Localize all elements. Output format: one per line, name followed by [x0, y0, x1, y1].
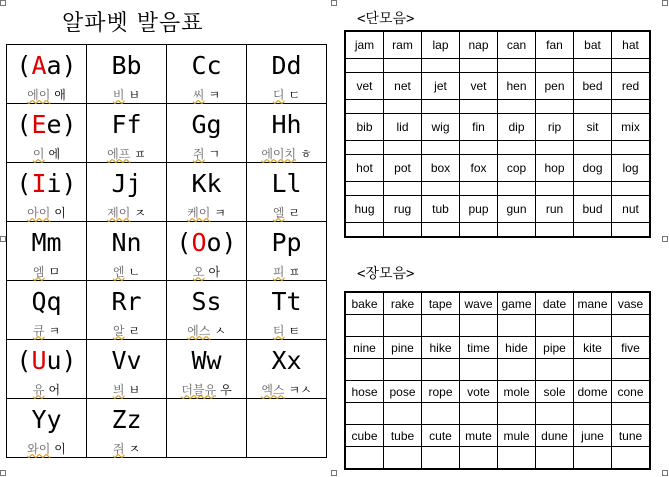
alphabet-letter: Ll	[247, 163, 327, 204]
sound-korean: ㅋ	[48, 323, 61, 338]
alphabet-pronunciation	[7, 439, 87, 458]
alphabet-pronunciation	[87, 380, 167, 399]
writing-cell[interactable]	[612, 223, 651, 238]
letter-name-korean: 에이	[27, 87, 51, 102]
word-cell: jet	[422, 73, 460, 100]
alphabet-letter: Ss	[167, 281, 247, 322]
letter-rest: a)	[46, 50, 77, 80]
resize-handle[interactable]	[662, 0, 668, 6]
resize-handle[interactable]	[331, 470, 337, 476]
alphabet-pronunciation	[167, 380, 247, 399]
word-cell: gun	[498, 196, 536, 223]
alphabet-letter	[247, 399, 327, 440]
word-cell: rug	[384, 196, 422, 223]
alphabet-letter: Kk	[167, 163, 247, 204]
letter-name-korean: 쥐	[112, 441, 125, 456]
writing-cell[interactable]	[460, 223, 498, 238]
word-cell: hide	[498, 337, 536, 359]
sound-korean: ㅈ	[134, 205, 146, 220]
alphabet-pronunciation	[7, 85, 87, 104]
writing-cell[interactable]	[498, 447, 536, 470]
writing-cell[interactable]	[345, 100, 384, 114]
sound-korean: ㄹ	[288, 205, 301, 220]
word-cell: sit	[574, 114, 612, 141]
sound-korean: ㄹ	[128, 323, 141, 338]
writing-cell[interactable]	[536, 447, 574, 470]
sound-korean: 이	[54, 441, 66, 456]
word-cell: cube	[345, 425, 384, 447]
writing-cell[interactable]	[536, 182, 574, 196]
word-cell: fox	[460, 155, 498, 182]
word-cell: bake	[345, 292, 384, 315]
resize-handle[interactable]	[0, 0, 6, 6]
letter-name-korean: 엔	[112, 264, 125, 279]
word-cell: rip	[536, 114, 574, 141]
paren-open: (	[176, 227, 192, 257]
word-cell: hike	[422, 337, 460, 359]
alphabet-letter: Xx	[247, 340, 327, 381]
word-cell: cop	[498, 155, 536, 182]
writing-cell[interactable]	[384, 100, 422, 114]
writing-cell[interactable]	[536, 403, 574, 425]
word-cell: dome	[574, 381, 612, 403]
writing-cell[interactable]	[460, 59, 498, 73]
alphabet-letter: Mm	[7, 222, 87, 263]
alphabet-pronunciation	[247, 439, 327, 458]
vowel-letter: I	[31, 168, 47, 198]
alphabet-pronunciation	[247, 321, 327, 340]
letter-name-korean: 쥐	[192, 146, 205, 161]
writing-cell[interactable]	[536, 359, 574, 381]
writing-cell[interactable]	[422, 100, 460, 114]
writing-cell[interactable]	[422, 315, 460, 337]
word-cell: fin	[460, 114, 498, 141]
word-cell: hop	[536, 155, 574, 182]
writing-cell[interactable]	[384, 447, 422, 470]
alphabet-pronunciation	[7, 262, 87, 281]
alphabet-letter: Hh	[247, 104, 327, 145]
word-cell: hose	[345, 381, 384, 403]
word-cell: nap	[460, 31, 498, 59]
word-cell: nine	[345, 337, 384, 359]
word-cell: june	[574, 425, 612, 447]
writing-cell[interactable]	[574, 223, 612, 238]
resize-handle[interactable]	[331, 0, 337, 6]
writing-cell[interactable]	[498, 100, 536, 114]
word-cell: log	[612, 155, 651, 182]
writing-cell[interactable]	[574, 315, 612, 337]
writing-cell[interactable]	[612, 141, 651, 155]
word-cell: tube	[384, 425, 422, 447]
word-cell: time	[460, 337, 498, 359]
vowel-letter: E	[31, 109, 47, 139]
writing-cell[interactable]	[574, 359, 612, 381]
word-cell: bib	[345, 114, 384, 141]
writing-cell[interactable]	[384, 182, 422, 196]
word-cell: pen	[536, 73, 574, 100]
paren-open: (	[16, 109, 32, 139]
alphabet-pronunciation	[87, 203, 167, 222]
writing-cell[interactable]	[574, 100, 612, 114]
word-cell: red	[612, 73, 651, 100]
writing-cell[interactable]	[345, 359, 384, 381]
alphabet-letter	[7, 163, 87, 204]
alphabet-letter	[7, 104, 87, 145]
alphabet-letter: Rr	[87, 281, 167, 322]
word-cell: hot	[345, 155, 384, 182]
sound-korean: ㅋ	[214, 205, 226, 220]
sound-korean: 아	[208, 264, 221, 279]
sound-korean: ㅎ	[300, 146, 312, 161]
short-vowel-table	[344, 30, 651, 238]
letter-rest: i)	[46, 168, 77, 198]
word-cell: ram	[384, 31, 422, 59]
writing-cell[interactable]	[460, 100, 498, 114]
word-cell: vet	[345, 73, 384, 100]
word-cell: tub	[422, 196, 460, 223]
alphabet-pronunciation	[167, 262, 247, 281]
word-cell: net	[384, 73, 422, 100]
long-vowel-title: <장모음>	[357, 266, 415, 282]
word-cell: fan	[536, 31, 574, 59]
alphabet-pronunciation	[247, 144, 327, 163]
word-cell: pot	[384, 155, 422, 182]
sound-korean: ㅈ	[128, 441, 141, 456]
letter-name-korean: 씨	[192, 87, 205, 102]
sound-korean: ㄱ	[208, 146, 221, 161]
letter-name-korean: 유	[32, 382, 45, 397]
alphabet-pronunciation	[87, 439, 167, 458]
sound-korean: 에	[48, 146, 61, 161]
word-cell: game	[498, 292, 536, 315]
paren-open: (	[16, 345, 32, 375]
sound-korean: ㅋ	[208, 87, 221, 102]
alphabet-letter	[167, 222, 247, 263]
letter-rest: u)	[46, 345, 77, 375]
writing-cell[interactable]	[460, 447, 498, 470]
letter-name-korean: 에프	[107, 146, 131, 161]
vowel-letter: O	[191, 227, 207, 257]
writing-cell[interactable]	[612, 403, 651, 425]
writing-cell[interactable]	[460, 141, 498, 155]
alphabet-pronunciation	[167, 203, 247, 222]
sound-korean: ㅁ	[48, 264, 61, 279]
word-cell: kite	[574, 337, 612, 359]
writing-cell[interactable]	[574, 182, 612, 196]
sound-korean: ㅌ	[288, 323, 301, 338]
alphabet-letter	[7, 340, 87, 381]
letter-name-korean: 피	[272, 264, 285, 279]
word-cell: dune	[536, 425, 574, 447]
word-cell: tune	[612, 425, 651, 447]
word-cell: pose	[384, 381, 422, 403]
word-cell: vote	[460, 381, 498, 403]
word-cell: nut	[612, 196, 651, 223]
writing-cell[interactable]	[422, 403, 460, 425]
word-cell: cone	[612, 381, 651, 403]
writing-cell[interactable]	[498, 223, 536, 238]
sound-korean: ㅂ	[128, 382, 141, 397]
word-cell: rope	[422, 381, 460, 403]
word-cell: dog	[574, 155, 612, 182]
writing-cell[interactable]	[345, 447, 384, 470]
letter-name-korean: 알	[112, 323, 125, 338]
writing-cell[interactable]	[612, 100, 651, 114]
word-cell: pine	[384, 337, 422, 359]
letter-name-korean: 아이	[27, 205, 51, 220]
resize-handle[interactable]	[662, 470, 668, 476]
writing-cell[interactable]	[612, 447, 651, 470]
alphabet-pronunciation	[247, 262, 327, 281]
word-cell: vase	[612, 292, 651, 315]
letter-name-korean: 티	[272, 323, 285, 338]
alphabet-letter: Nn	[87, 222, 167, 263]
writing-cell[interactable]	[498, 141, 536, 155]
alphabet-letter: Bb	[87, 45, 167, 86]
alphabet-letter: Pp	[247, 222, 327, 263]
alphabet-letter: Gg	[167, 104, 247, 145]
letter-rest: e)	[46, 109, 77, 139]
alphabet-letter: Cc	[167, 45, 247, 86]
word-cell: tape	[422, 292, 460, 315]
writing-cell[interactable]	[422, 447, 460, 470]
short-vowel-title: <단모음>	[357, 11, 415, 27]
word-cell: jam	[345, 31, 384, 59]
alphabet-letter	[167, 399, 247, 440]
sound-korean: ㅍ	[134, 146, 146, 161]
writing-cell[interactable]	[536, 315, 574, 337]
sound-korean: 우	[220, 382, 232, 397]
word-cell: lap	[422, 31, 460, 59]
writing-cell[interactable]	[384, 315, 422, 337]
resize-handle[interactable]	[0, 470, 6, 476]
alphabet-table	[6, 44, 327, 458]
writing-cell[interactable]	[498, 403, 536, 425]
letter-name-korean: 더블유	[181, 382, 217, 397]
writing-cell[interactable]	[345, 59, 384, 73]
writing-cell[interactable]	[612, 182, 651, 196]
alphabet-pronunciation	[7, 144, 87, 163]
alphabet-pronunciation	[167, 439, 247, 458]
writing-cell[interactable]	[384, 141, 422, 155]
writing-cell[interactable]	[422, 182, 460, 196]
writing-cell[interactable]	[536, 141, 574, 155]
alphabet-letter: Tt	[247, 281, 327, 322]
word-cell: can	[498, 31, 536, 59]
word-cell: mix	[612, 114, 651, 141]
writing-cell[interactable]	[345, 141, 384, 155]
vowel-letter: U	[31, 345, 47, 375]
alphabet-pronunciation	[87, 85, 167, 104]
alphabet-pronunciation	[167, 321, 247, 340]
writing-cell[interactable]	[498, 59, 536, 73]
sound-korean: 이	[54, 205, 66, 220]
alphabet-pronunciation	[247, 203, 327, 222]
writing-cell[interactable]	[498, 359, 536, 381]
word-cell: wig	[422, 114, 460, 141]
sound-korean: ㅋㅅ	[288, 382, 312, 397]
writing-cell[interactable]	[384, 223, 422, 238]
word-cell: mute	[460, 425, 498, 447]
sound-korean: ㄷ	[288, 87, 301, 102]
sound-korean: ㄴ	[128, 264, 141, 279]
word-cell: bed	[574, 73, 612, 100]
writing-cell[interactable]	[498, 182, 536, 196]
alphabet-letter: Zz	[87, 399, 167, 440]
alphabet-pronunciation	[167, 144, 247, 163]
writing-cell[interactable]	[384, 403, 422, 425]
writing-cell[interactable]	[422, 141, 460, 155]
writing-cell[interactable]	[574, 59, 612, 73]
paren-open: (	[16, 50, 32, 80]
word-cell: pipe	[536, 337, 574, 359]
word-cell: sole	[536, 381, 574, 403]
letter-name-korean: 븨	[112, 382, 125, 397]
alphabet-pronunciation	[7, 321, 87, 340]
letter-name-korean: 제이	[107, 205, 131, 220]
letter-name-korean: 디	[272, 87, 285, 102]
sound-korean: ㅂ	[128, 87, 141, 102]
word-cell: mole	[498, 381, 536, 403]
sound-korean: 애	[54, 87, 66, 102]
writing-cell[interactable]	[345, 182, 384, 196]
vowel-letter: A	[31, 50, 47, 80]
writing-cell[interactable]	[536, 100, 574, 114]
writing-cell[interactable]	[345, 403, 384, 425]
writing-cell[interactable]	[536, 223, 574, 238]
word-cell: rake	[384, 292, 422, 315]
sound-korean: ㅅ	[214, 323, 226, 338]
resize-handle[interactable]	[662, 236, 668, 242]
word-cell: date	[536, 292, 574, 315]
alphabet-pronunciation	[247, 85, 327, 104]
letter-name-korean: 큐	[32, 323, 45, 338]
alphabet-letter: Jj	[87, 163, 167, 204]
writing-cell[interactable]	[345, 315, 384, 337]
letter-name-korean: 엠	[32, 264, 45, 279]
word-cell: bat	[574, 31, 612, 59]
writing-cell[interactable]	[536, 59, 574, 73]
alphabet-letter: Ff	[87, 104, 167, 145]
letter-rest: o)	[206, 227, 237, 257]
word-cell: run	[536, 196, 574, 223]
letter-name-korean: 엘	[272, 205, 285, 220]
word-cell: mane	[574, 292, 612, 315]
writing-cell[interactable]	[422, 359, 460, 381]
letter-name-korean: 이	[32, 146, 45, 161]
alphabet-pronunciation	[87, 144, 167, 163]
letter-name-korean: 와이	[27, 441, 51, 456]
writing-cell[interactable]	[574, 447, 612, 470]
writing-cell[interactable]	[498, 315, 536, 337]
alphabet-letter: Yy	[7, 399, 87, 440]
writing-cell[interactable]	[460, 359, 498, 381]
alphabet-pronunciation	[247, 380, 327, 399]
word-cell: mule	[498, 425, 536, 447]
writing-cell[interactable]	[460, 315, 498, 337]
writing-cell[interactable]	[612, 59, 651, 73]
alphabet-pronunciation	[7, 380, 87, 399]
writing-cell[interactable]	[384, 359, 422, 381]
letter-name-korean: 엑스	[261, 382, 285, 397]
word-cell: box	[422, 155, 460, 182]
word-cell: pup	[460, 196, 498, 223]
alphabet-letter: Qq	[7, 281, 87, 322]
word-cell: cute	[422, 425, 460, 447]
letter-name-korean: 에스	[187, 323, 211, 338]
letter-name-korean: 오	[192, 264, 205, 279]
letter-name-korean: 케이	[187, 205, 211, 220]
word-cell: vet	[460, 73, 498, 100]
alphabet-letter: Vv	[87, 340, 167, 381]
writing-cell[interactable]	[422, 223, 460, 238]
word-cell: hat	[612, 31, 651, 59]
alphabet-letter: Ww	[167, 340, 247, 381]
word-cell: wave	[460, 292, 498, 315]
writing-cell[interactable]	[574, 141, 612, 155]
word-cell: dip	[498, 114, 536, 141]
writing-cell[interactable]	[574, 403, 612, 425]
letter-name-korean: 비	[112, 87, 125, 102]
sound-korean: 어	[48, 382, 61, 397]
sound-korean: ㅍ	[288, 264, 301, 279]
word-cell: hen	[498, 73, 536, 100]
writing-cell[interactable]	[422, 59, 460, 73]
word-cell: five	[612, 337, 651, 359]
word-cell: bud	[574, 196, 612, 223]
alphabet-pronunciation	[87, 262, 167, 281]
paren-open: (	[16, 168, 32, 198]
alphabet-pronunciation	[7, 203, 87, 222]
page-title: 알파벳 발음표	[62, 11, 204, 36]
writing-cell[interactable]	[460, 182, 498, 196]
word-cell: lid	[384, 114, 422, 141]
alphabet-pronunciation	[167, 85, 247, 104]
writing-cell[interactable]	[612, 359, 651, 381]
writing-cell[interactable]	[384, 59, 422, 73]
writing-cell[interactable]	[345, 223, 384, 238]
alphabet-letter: Dd	[247, 45, 327, 86]
long-vowel-table	[344, 291, 651, 470]
letter-name-korean: 에이치	[261, 146, 297, 161]
alphabet-letter	[7, 45, 87, 86]
word-cell: hug	[345, 196, 384, 223]
alphabet-pronunciation	[87, 321, 167, 340]
writing-cell[interactable]	[460, 403, 498, 425]
writing-cell[interactable]	[612, 315, 651, 337]
